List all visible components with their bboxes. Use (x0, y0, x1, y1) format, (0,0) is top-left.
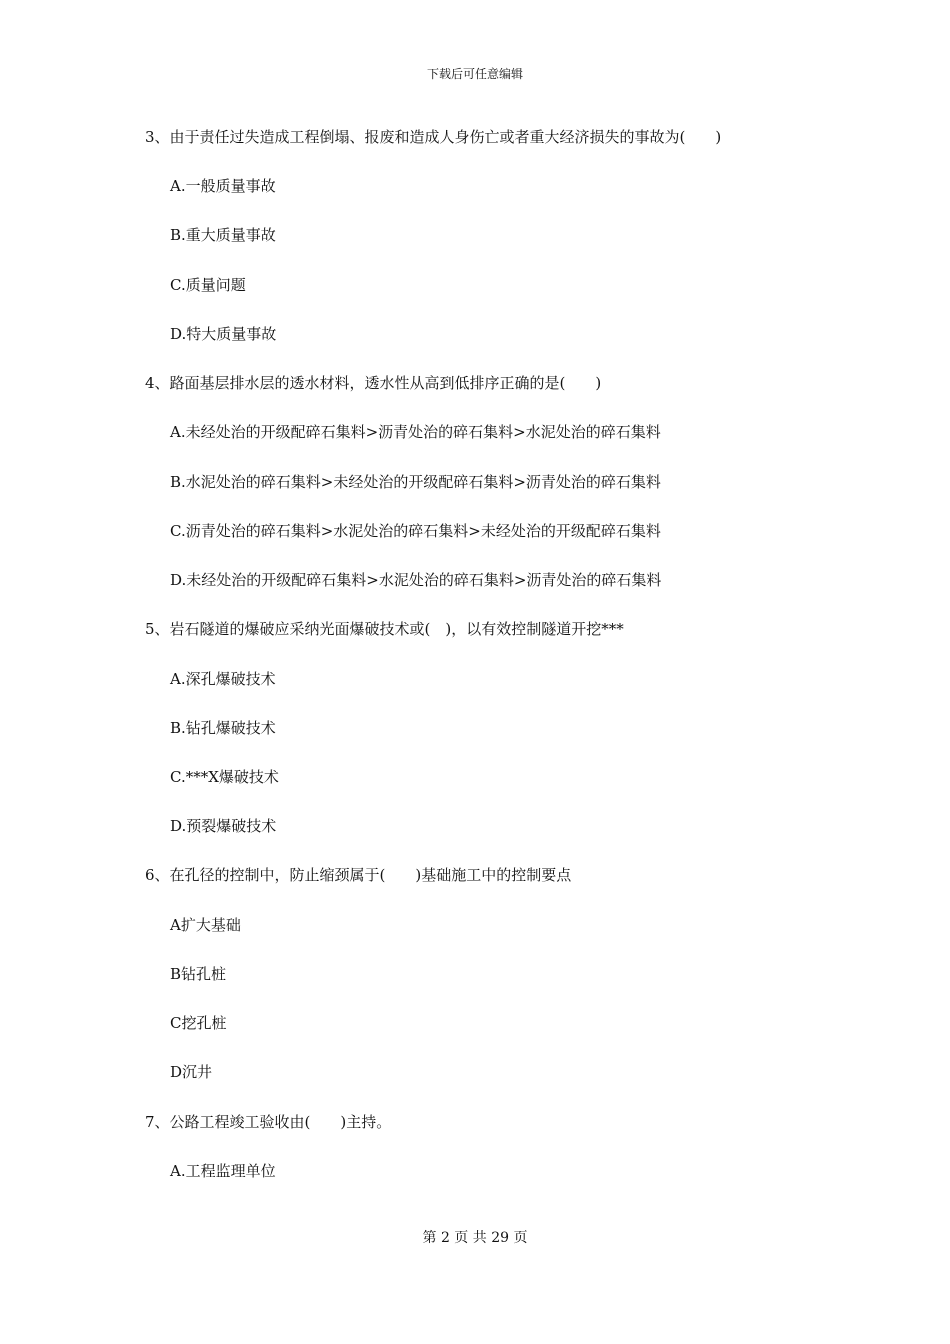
question-5-option-a: A.深孔爆破技术 (170, 670, 276, 688)
question-5-option-c: C.***X爆破技术 (170, 768, 279, 786)
question-4-option-c: C.沥青处治的碎石集料>水泥处治的碎石集料>未经处治的开级配碎石集料 (170, 522, 661, 540)
question-6-option-c: C挖孔桩 (170, 1014, 227, 1032)
question-4-option-a: A.未经处治的开级配碎石集料>沥青处治的碎石集料>水泥处治的碎石集料 (170, 423, 661, 441)
question-7-option-a: A.工程监理单位 (170, 1162, 276, 1180)
question-4-stem: 4、路面基层排水层的透水材料，透水性从高到低排序正确的是( ) (145, 374, 602, 392)
question-3-option-b: B.重大质量事故 (170, 226, 276, 244)
question-3-stem: 3、由于责任过失造成工程倒塌、报废和造成人身伤亡或者重大经济损失的事故为( ) (145, 128, 722, 146)
question-5-option-d: D.预裂爆破技术 (170, 817, 277, 835)
question-6-option-a: A扩大基础 (170, 916, 241, 934)
question-3-option-d: D.特大质量事故 (170, 325, 277, 343)
question-5-option-b: B.钻孔爆破技术 (170, 719, 276, 737)
question-4-option-d: D.未经处治的开级配碎石集料>水泥处治的碎石集料>沥青处治的碎石集料 (170, 571, 662, 589)
question-5-stem: 5、岩石隧道的爆破应采纳光面爆破技术或( )，以有效控制隧道开挖*** (145, 620, 624, 638)
question-6-option-d: D沉井 (170, 1063, 213, 1081)
question-3-option-a: A.一般质量事故 (170, 177, 276, 195)
question-6-option-b: B钻孔桩 (170, 965, 227, 983)
question-3-option-c: C.质量问题 (170, 276, 246, 294)
page-footer: 第 2 页 共 29 页 (422, 1230, 528, 1246)
page-header: 下载后可任意编辑 (426, 67, 523, 81)
question-6-stem: 6、在孔径的控制中，防止缩颈属于( )基础施工中的控制要点 (145, 866, 572, 884)
question-4-option-b: B.水泥处治的碎石集料>未经处治的开级配碎石集料>沥青处治的碎石集料 (170, 473, 661, 491)
question-7-stem: 7、公路工程竣工验收由( )主持。 (145, 1113, 392, 1131)
